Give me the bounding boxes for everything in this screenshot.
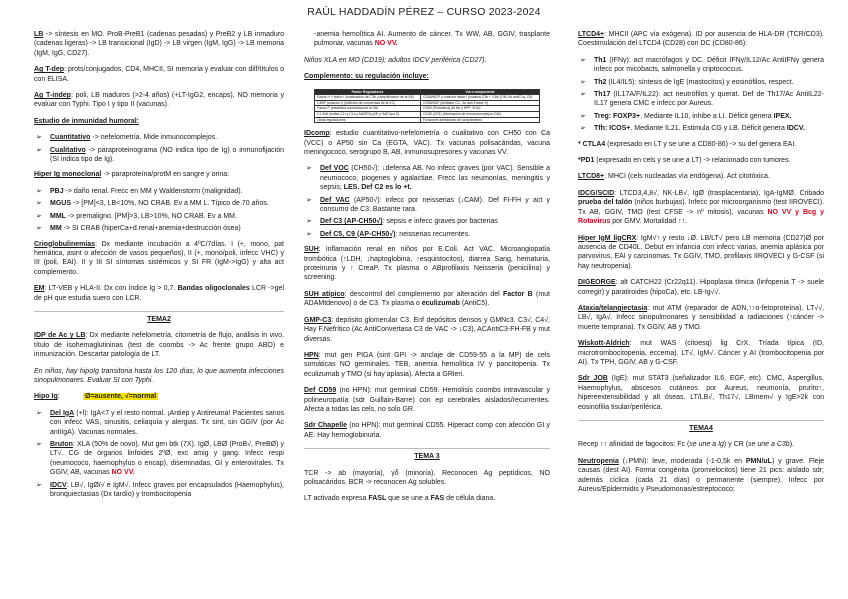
paragraph-ltcd4: [578, 30, 824, 49]
text-def-vac: (AP50√): infecc por neisserias (↓CAM). Def FI-FH y act y consumo de C3. Bastante rara.: [320, 196, 550, 214]
text-ag-indep: : poli, LB maduros (>2-4 años) (+LT-IgG2, encaps), NO memoria y evaluar con Typhi. Tipo I y tipo II (vacunas).: [34, 92, 284, 109]
legend-badge: Ø=ausente, √=normal: [85, 393, 157, 401]
paragraph-def-cd59: [304, 386, 550, 414]
paragraph-ninos: En niños, hay hipoIg transitoria hasta los 120 días, lo que aumenta infecciones sinopulmonares. Evaluar SI con Typhi.: [34, 367, 284, 384]
list-item: [578, 78, 824, 87]
table-cell: CD35 (CR1) (eliminación de inmunocomplejos C3b): [421, 112, 540, 118]
text-def-cd59: (no HPN): mut germinal CD59. Hemolisis coombs intravascular y polineuropatía (sdr Guillain-Barre) con ep cerebrales aislados/recurrentes. Afecta a todas las cels, no solo GR.: [304, 387, 550, 413]
text-def-voc-bold: LES. Def C2 es lo +t.: [343, 184, 412, 192]
table-cell: Funciones inhibidoras de complemento: [421, 117, 540, 123]
text-gmp: : depósito glomerular C3. Enf depósitos densos y GMNc3. C3√, C4√. Hay F.Nefrítico (Ac AntiConvertasa C3 de VAC -> ↓C3), ACAntiC3-FH-FB y mut diversas.: [304, 316, 550, 343]
column-right: [578, 30, 824, 596]
text-idcv: : LB√, IgØ/√ e IgM√. Infecc graves por encapsulados (Haemophylus), bronquiectasias (Dx tardío) y trombocitopenia: [50, 481, 284, 499]
text-suh-atipico-2: (mut ADAMtdenovo) o de C3. Tx plasma o: [304, 290, 550, 308]
table-row: [315, 117, 540, 123]
table-cell: Otras regulaciones: [315, 117, 421, 123]
paragraph-chapelle: [304, 421, 550, 440]
list-item: [578, 90, 824, 109]
column-middle: [304, 30, 550, 596]
list-item: [304, 230, 550, 239]
text-lt-act-3: de célula diana.: [444, 495, 496, 503]
text-suh-atipico: : descontrol del complemento por alteración del: [344, 290, 503, 298]
text-suh: : inflamación renal en niños por E.Coli. Act VAC. Microangiopatía trombótica (↑LDH, ↓haptoglobina, ↑esquistocitos), diarrea Sang, hematuria, proteinuria y ↑ CreaP. Tx plasma o ABprofilaxis Neisseria (penicilina) y screening.: [304, 246, 550, 282]
term-lb: LB: [34, 31, 44, 38]
list-item: [34, 224, 284, 233]
term-sdr-job: Sdr JOB: [578, 375, 608, 383]
text-tfh: . Mediante IL21. Estimula CG y LB. Déficit genera: [630, 125, 787, 133]
table-cell: C4BP (cofactor I) (inhibidor de convertasa de la VC): [315, 100, 421, 106]
paragraph-suh: [304, 245, 550, 283]
list-deficits: [304, 164, 550, 239]
list-item: [304, 217, 550, 226]
text-ipex: IPEX.: [773, 112, 792, 120]
text-idp: : Dx mediante nefelometría, citometría de flujo, análisis in vivo, título de isohemaglutininas (test de coombs -> Ac frente grupo ABO) e inmunización. Descartar patología de LT.: [34, 332, 284, 359]
term-ltcd4: LTCD4+: [578, 31, 605, 38]
text-ltcd8: : MHCI (cels nucleadas vía endógena). Act citotóxica.: [604, 173, 770, 181]
term-ag-indep: Ag T-indep: [34, 92, 71, 100]
table-cell: CD59 (Protectina) (Ø Hb y HPP, SHU): [421, 106, 540, 112]
section-heading-tema2: TEMA2: [34, 311, 284, 324]
text-em-bold: Bandas oligoclonales: [177, 285, 250, 293]
paragraph-gmp: [304, 316, 550, 344]
text-th2: (IL4/IL5): síntesis de IgE (mastocitos) y eosinófilos, respect.: [606, 78, 794, 86]
paragraph-crio: [34, 240, 284, 278]
paragraph-lb: [34, 30, 284, 58]
table-cell: Factor P (estabiliza convertasa de la VA): [315, 106, 421, 112]
text-ltcd4: : MHCII (APC vía exógena). ID por ausencia de HLA-DR (TCR/CD3). Coestimulación del LTCD4 (CD28) con DC (CD80-86):: [578, 31, 824, 48]
term-idcg: IDCG/SCID: [578, 189, 615, 197]
paragraph-sdr-job: [578, 374, 824, 412]
term-def-cd59: Def CD59: [304, 387, 337, 395]
term-def-voc: Def VOC: [320, 165, 349, 173]
paragraph-digeorge: [578, 278, 824, 297]
text-idcv-bold: IDCV.: [786, 125, 805, 133]
text-cuantitativo: -> nefelometría. Mide inmunocomplejos.: [90, 134, 218, 142]
paragraph-idcomp: [304, 129, 550, 157]
term-suh-atipico: SUH atípico: [304, 290, 345, 298]
list-item: [34, 212, 284, 221]
paragraph-idp: [34, 331, 284, 359]
paragraph-lt-activado: [304, 494, 550, 503]
list-item: [34, 409, 284, 437]
term-neutropenia: Neutropenia: [578, 457, 619, 465]
term-def-c5: Def C5, C9 (AP-CH50√): [320, 230, 396, 238]
heading-complemento: Complemento: su regulación incluye:: [304, 73, 429, 81]
paragraph-ctla4: [578, 140, 824, 149]
text-em-2: LCR ->gel de pH que estudia suero con LCR.: [34, 285, 284, 302]
paragraph-ltcd8: [578, 172, 824, 181]
term-hpn: HPN: [304, 351, 319, 359]
term-digeorge: DIGEORGE: [578, 279, 616, 287]
term-wiskott: Wiskott-Aldrich: [578, 340, 630, 348]
list-item: [578, 112, 824, 121]
column-left: [34, 30, 284, 596]
table-header: Vía o componente: [421, 89, 540, 95]
text-mml: -> premaligno. [PM]>3, LB>10%, NO CRAB. Ev a MM.: [65, 212, 237, 220]
paragraph-ninos-xla: Niños XLA en MO (CD19); adultos IDCV periférica (CD27).: [304, 56, 487, 64]
paragraph-pd1: [578, 156, 824, 165]
text-digeorge: : alt CATCH22 (Cr22q11). Hipoplasia tímica (linfopenia T -> suele corregir) y paratiroides (hipoCa), etc. LB-Ig√√.: [578, 279, 824, 296]
term-th2: Th2: [594, 78, 607, 86]
list-item: [578, 56, 824, 75]
table-cell: Factor H + factor I (inactivación de C3b y amplificación de la VA): [315, 95, 421, 101]
text-mm: -> SI CRAB (hiperCa+d.renal+anemia+destrucción ósea): [61, 225, 241, 233]
term-del-iga: Del IgA: [50, 409, 75, 417]
list-estudio: [34, 133, 284, 164]
term-def-c3: Def C3 (AP-CH50√): [320, 218, 383, 226]
term-ltcd8: LTCD8+: [578, 173, 605, 181]
text-ataxia: : mut ATM (reparador de ADN,↑↑α-fetoproteína). LT√√, LB√, IgA√. Infecc sinopulmonares y sensibilidad a radiaciones (↑cáncer -> muerte temprana). Tx GGIV, AB y TMO.: [578, 304, 824, 331]
table-row: [315, 95, 540, 101]
term-hiper: Hiper Ig monoclonal: [34, 171, 102, 179]
paragraph-ataxia: [578, 304, 824, 332]
table-cell: CD46/MCP o cofactor factor I (inactiva C3b + C4b) (DM, Ac antiC1q, C5): [421, 95, 540, 101]
paragraph-suh-atipico: [304, 290, 550, 309]
text-mgus: -> [PM]<3, LB<10%, NO CRAB. Ev a MM L. Típico de 70 años.: [71, 200, 269, 208]
list-item: [304, 196, 550, 215]
text-pd1: (expresado en cels y se une a LT) -> relacionado con tumores.: [594, 157, 791, 165]
paragraph-receptores: [578, 440, 824, 449]
text-idcg-2: (niños burbujas). Infecc por microorganismo (test IIROVECI). Tx AB, GGIV, TMO (test CFSE -> nº mitosis), vacunas: [578, 199, 824, 216]
term-bruton: Bruton: [50, 441, 73, 448]
term-tfh: Tfh: ICOS+: [594, 125, 631, 133]
text-eculizumab: eculizumab: [421, 300, 460, 308]
text-def-voc: (CH50√): ↓defensa AB. No infecc graves (por VAC). Sensible a neumococo, piogenes y agalactiae. Frecc las neumonías, meningitis y sepsis;: [320, 165, 550, 192]
text-idcg-3: por GMV. Mortalidad ↑↑.: [610, 218, 688, 226]
heading-estudio: Estudio de inmunidad humoral:: [34, 117, 139, 125]
text-fasl: FASL: [368, 495, 387, 503]
term-idp: IDP de Ac y LB: [34, 332, 86, 340]
paragraph-idcv-cont: [304, 30, 550, 49]
text-hiper: -> paraproteína/protM en sangre y orina:: [101, 171, 230, 179]
term-cualitativo: Cualitativo: [50, 146, 86, 154]
text-def-c3: : sepsis e infecc graves por bacterias: [382, 218, 498, 226]
text-treg: . Mediante IL10, inhibe a LI. Déficit genera: [640, 112, 774, 120]
list-item: [34, 199, 284, 208]
text-recep: Recep ↑↑ afinidad de fagocitos: Fc (: [578, 441, 690, 449]
list-item: [304, 164, 550, 192]
term-hiper-igm: Hiper IgM ligCRX: [578, 234, 637, 242]
text-del-iga: (+l): IgA<7 y el resto normal. ¡Antiep y Antireuma! Pacientes sanos con infecc VAS, sinusitis, celiaquía y alergias. Tx sint, sin GGIV (por Ac antiIgA). Vacunas normales.: [50, 409, 284, 436]
text-prueba-talon: prueba del talón: [578, 199, 633, 207]
text-suh-atipico-3: (AntiC5).: [459, 300, 490, 308]
text-lt-act-2: que se une a: [386, 495, 431, 503]
term-crio: Crioglobulinemias: [34, 240, 96, 248]
text-recep-3: ).: [789, 441, 794, 449]
list-item: [34, 187, 284, 196]
list-item: [578, 124, 824, 133]
text-recep-i2: se une a C3b: [748, 441, 790, 449]
list-item: [34, 133, 284, 142]
paragraph-em: [34, 284, 284, 303]
warning-no-vv: NO VV.: [374, 40, 398, 48]
list-item: [34, 146, 284, 165]
paragraph-hipo: [34, 392, 284, 401]
text-sdr-job: (IgE): mut STAT3 (señalizador IL6, EGF, etc). CMC, Aspergillus, Haemophylus, abscesos cutáneos por Aureus, neumonía, prurito↑, hipereextensibilidad y alt óseas. LT/LB√, Th17√, LBmem√ y IgE>2k con eosinofilia tisular/periférica.: [578, 375, 824, 411]
term-def-vac: Def VAC: [320, 196, 350, 204]
text-pbj: -> daño renal. Frecc en MM y Waldenstorm (malignidad).: [63, 187, 243, 195]
text-ctla4: (expresado en LT y se une a CD80-86) -> su def genera EAI.: [605, 140, 797, 148]
text-recep-i: se une a Ig: [689, 441, 724, 449]
text-hpn: : mut gen PIGA (sint GPI -> anclaje de CD59-55 a la MP) de cels somáticas NO germinales. TEB, anemia hemolítica IV y pancitopenia. Tx eculizumab y TMO (si hay aplasia). Afecta a GRleri.: [304, 351, 550, 378]
table-cell: C1-INH (inhibe C1r y C1s y MASPs) (AE y HAE tipo II): [315, 112, 421, 118]
text-neutropenia: (↓PMN): leve, moderada (-1-0,5k en: [618, 457, 746, 465]
warning-no-vv: NO VV.: [111, 469, 135, 477]
paragraph-hiper: [34, 170, 284, 179]
term-ag-dep: Ag T-dep: [34, 66, 64, 74]
list-hiper: [34, 187, 284, 234]
text-lt-act: LT activado expresa: [304, 495, 369, 503]
text-th1: (IFNγ): act macrófagos y DC. Déficit IFNγ/IL12/Ac AntiIFNγ genera infecc por micobacts, salmonella y criptococcus.: [594, 56, 824, 74]
paragraph-neutropenia: [578, 457, 824, 495]
paragraph-hpn: [304, 351, 550, 379]
term-em: EM: [34, 285, 45, 293]
text-idcg: : LTCD3,4,8√, NK-LB√, IgØ (trasplacentaria), IgA-IgMØ. Cribado: [614, 189, 824, 197]
text-bruton: : XLA (50% de novo). Mut gen btk (7X). IgØ, LBØ (ProB√, PreBØ) y LT√. CG de órganos linfoides 2ºØ, exc amig y gang. Infecc respi (neumococo, haemophylus o encap), diseminadas, GI y enterovirales. Tx GGIV, AB, vacunas: [50, 441, 284, 477]
paragraph-ag-dep: [34, 65, 284, 84]
term-th17: Th17: [594, 91, 611, 99]
term-mgus: MGUS: [50, 200, 71, 208]
term-th1: Th1: [594, 56, 607, 64]
term-pbj: PBJ: [50, 187, 64, 195]
text-factor-b: Factor B: [502, 290, 533, 298]
term-ataxia: Ataxia/telangiectasia: [578, 304, 648, 312]
list-hipo: [34, 409, 284, 500]
paragraph-tcr: TCR -> ab (mayoría), γδ (minoría). Reconocen Ag peptídicos, NO polisacáridos. BCR -> reconocen Ag solubles.: [304, 469, 550, 486]
text-em: : LT-VEB y HLA-II. Dx con índice Ig > 0,7.: [44, 285, 178, 293]
table-cell: CD55/DAF (inhibidor C3 - Ac anti-Factor H): [421, 100, 540, 106]
paragraph-ag-indep: [34, 91, 284, 110]
term-chapelle: Sdr Chapelle: [304, 422, 348, 430]
text-idcomp: : estudio cuantitativo-nefelometría o cualitativo con CH50 con Ca (VCC) o AP50 sin Ca (EGTA, VAC). Tx vacunas polisacáridas, vacuna meningococo, serogrupo B, AB, inmunosupresores y vacunas VV.: [304, 130, 550, 156]
text-lb: -> síntesis en MO. ProB-PreB1 (cadenas pesadas) y PreB2 y LB inmaduro (cadenas ligeras) -> LB transicional (IgD) -> LB virgen (IgM, IgG) -> LB memoria (IgM, IgG, CD27).: [34, 31, 284, 57]
term-gmp: GMP-C3: [304, 316, 332, 324]
list-item: [34, 481, 284, 500]
term-idcv: IDCV: [50, 481, 67, 489]
term-mm: MM: [50, 225, 62, 233]
list-th: [578, 56, 824, 134]
text-fas: FAS: [430, 495, 445, 503]
term-hipo: Hipo Ig: [34, 393, 58, 401]
warning-no-vv: NO VV y Bcg y Rotavirus: [578, 208, 824, 226]
text-ag-dep: : prots/conjugados, CD4, MHCII, SI memoria y evaluar con dilf/títulos o con ELISA.: [34, 66, 284, 83]
term-cuantitativo: Cuantitativo: [50, 134, 91, 142]
text-hiper-igm: : IgM√↑ y resto ↓Ø. LB/LT√ pero LB memoria (CD27)Ø por ausencia de CD40L. Debut en infancia con infecc varias, anemia aplásica por parvovirus, EAI y carcinomas. Tx GGIV, TMO, profilaxis IIROVECI y G-CSF (si hay neutropenia).: [578, 234, 824, 270]
term-ctla4: * CTLA4: [578, 140, 606, 148]
text-th17: (IL17A/F/IL22): act neutrófilos y querat. Def de Th17/Ac AntiIL22-IL17 genera CMC e infecc por Aureus.: [594, 91, 824, 108]
term-treg: Treg: FOXP3+: [594, 112, 641, 120]
section-heading-tema4: TEMA4: [578, 420, 824, 433]
term-idcomp: IDcomp: [304, 130, 330, 138]
table-header: Factor Reguladores: [315, 89, 421, 95]
text-pmn-ul: PMN/uL: [745, 457, 772, 465]
text-def-c5: : neisserias recurrentes.: [395, 230, 471, 238]
term-suh: SUH: [304, 246, 319, 254]
term-mml: MML: [50, 212, 66, 220]
text-idcv-cont: -anemia hemolítica AI. Aumento de cáncer. Tx WW, AB, GGIV, trasplante pulmonar, vacunas: [314, 31, 550, 48]
complement-table: [314, 89, 540, 124]
text-hipo: :: [57, 393, 60, 401]
text-neutropenia-2: ) y grave. Fleje causas (dest AI). Forma congénita (promielocitos) tiene 21 pics: aislado sdr; además cíclica (cada 21 días) o permanente (siempre). Infecc por Aureus/Epidermidis y Pseudomonas/estreptococo;: [578, 457, 824, 494]
paragraph-hiper-igm: [578, 234, 824, 272]
paragraph-wiskott: [578, 339, 824, 367]
paragraph-idcg: [578, 189, 824, 227]
term-pd1: *PD1: [578, 157, 595, 165]
list-item: [34, 440, 284, 478]
text-crio: : Dx mediante incubación a 4ºC/7días. I (+, mono, pat hemática, asint o afección de vasos pequeños), II (+, mono/poli, infecc VHC) y III (poli, EAI). II y III SI síntomas sistémicos y SI FR (IgM->IgG) y alta act complemento.: [34, 240, 284, 276]
text-cualitativo: -> paraproteinograma (NO indica tipo de Ig) o inmunofijación (SI indica tipo de Ig).: [50, 146, 284, 164]
text-recep-2: ) y CR (: [723, 441, 749, 449]
text-wiskott: : mut WAS (citoesq) lig CrX. Tríada típica (ID, microtrombocitopenia, eccema). LT√, IgM√. Cáncer y AI (trombocitopenia por AI). Tx TPH, GGIV, AB y G-CSF.: [578, 340, 824, 366]
page-title: RAÚL HADDADÍN PÉREZ – CURSO 2023-2024: [307, 6, 541, 18]
section-heading-tema3: TEMA 3: [304, 448, 550, 461]
text-chapelle: (no HPN): mut germinal CD55. Hiperact comp con afección GI y AE. Hay hemoglobinuria.: [304, 422, 550, 439]
